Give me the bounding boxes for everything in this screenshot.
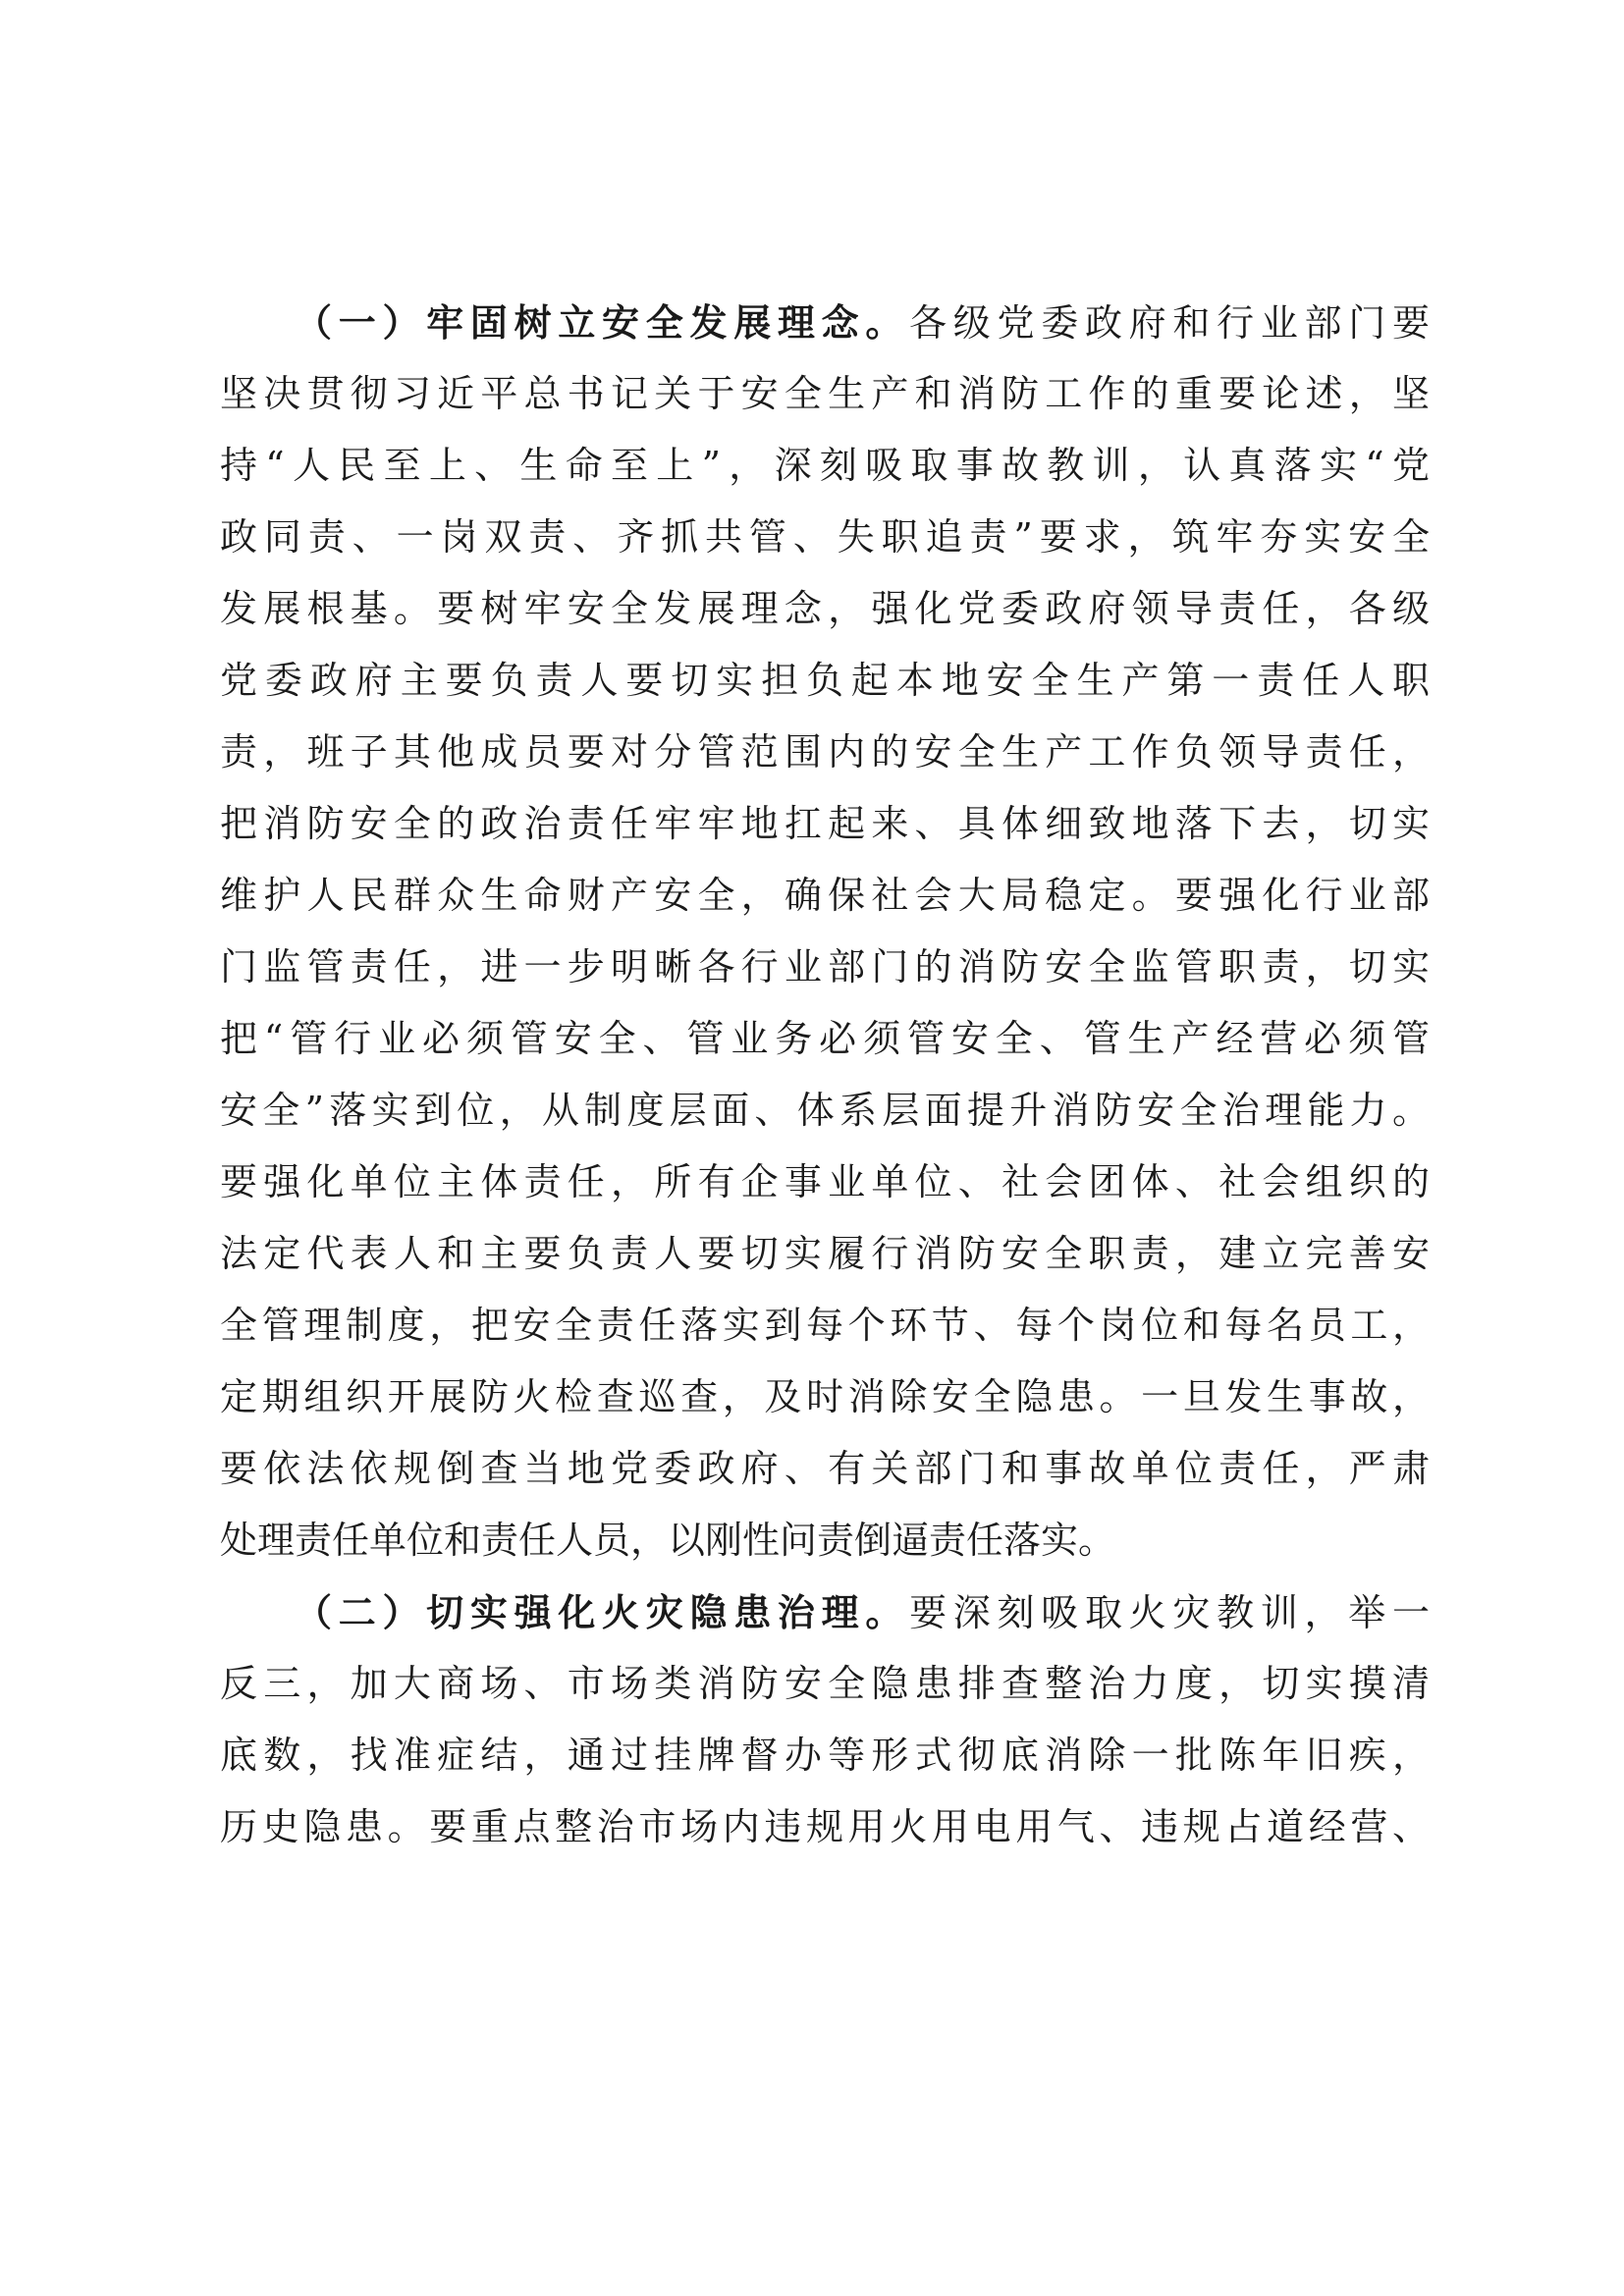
- paragraph-1-line-5: 发展根基。要树牢安全发展理念，强化党委政府领导责任，各级: [220, 587, 1430, 630]
- paragraph-1-line-2: 坚决贯彻习近平总书记关于安全生产和消防工作的重要论述，坚: [220, 372, 1430, 415]
- paragraph-1-line-4: 政同责、一岗双责、齐抓共管、失职追责”要求，筑牢夯实安全: [220, 515, 1430, 559]
- document-body: [220, 287, 1430, 1863]
- paragraph-1-line-16: 定期组织开展防火检查巡查，及时消除安全隐患。一旦发生事故，: [220, 1375, 1430, 1418]
- paragraph-1-line-7: 责，班子其他成员要对分管范围内的安全生产工作负领导责任，: [220, 730, 1430, 774]
- paragraph-1-line-11: 把“管行业必须管安全、管业务必须管安全、管生产经营必须管: [220, 1017, 1430, 1060]
- paragraph-1-line-14: 法定代表人和主要负责人要切实履行消防安全职责，建立完善安: [220, 1232, 1430, 1275]
- paragraph-1-line-13: 要强化单位主体责任，所有企事业单位、社会团体、社会组织的: [220, 1160, 1430, 1203]
- paragraph-1-line-15: 全管理制度，把安全责任落实到每个环节、每个岗位和每名员工，: [220, 1304, 1430, 1347]
- paragraph-2-heading: （二）切实强化火灾隐患治理。: [295, 1590, 910, 1634]
- paragraph-1-text: 各级党委政府和行业部门要: [909, 301, 1430, 345]
- paragraph-2-line-1: [220, 1576, 1430, 1648]
- paragraph-1-heading: （一）牢固树立安全发展理念。: [295, 300, 910, 345]
- paragraph-2-line-3: 底数，找准症结，通过挂牌督办等形式彻底消除一批陈年旧疾，: [220, 1734, 1430, 1777]
- paragraph-1-line-6: 党委政府主要负责人要切实担负起本地安全生产第一责任人职: [220, 659, 1430, 702]
- paragraph-1-line-1: [220, 287, 1430, 358]
- paragraph-2-text: 要深刻吸取火灾教训，举一: [909, 1591, 1430, 1634]
- paragraph-2-line-4: 历史隐患。要重点整治市场内违规用火用电用气、违规占道经营、: [220, 1805, 1430, 1848]
- paragraph-1-line-18: 处理责任单位和责任人员，以刚性问责倒逼责任落实。: [220, 1519, 1116, 1562]
- paragraph-1-line-17: 要依法依规倒查当地党委政府、有关部门和事故单位责任，严肃: [220, 1447, 1430, 1490]
- paragraph-1-line-3: 持“人民至上、生命至上”，深刻吸取事故教训，认真落实“党: [220, 444, 1430, 487]
- paragraph-2-line-2: 反三，加大商场、市场类消防安全隐患排查整治力度，切实摸清: [220, 1662, 1430, 1705]
- paragraph-1-line-10: 门监管责任，进一步明晰各行业部门的消防安全监管职责，切实: [220, 945, 1430, 988]
- paragraph-1-line-8: 把消防安全的政治责任牢牢地扛起来、具体细致地落下去，切实: [220, 802, 1430, 845]
- paragraph-1-line-9: 维护人民群众生命财产安全，确保社会大局稳定。要强化行业部: [220, 874, 1430, 917]
- paragraph-1-line-12: 安全”落实到位，从制度层面、体系层面提升消防安全治理能力。: [220, 1089, 1430, 1132]
